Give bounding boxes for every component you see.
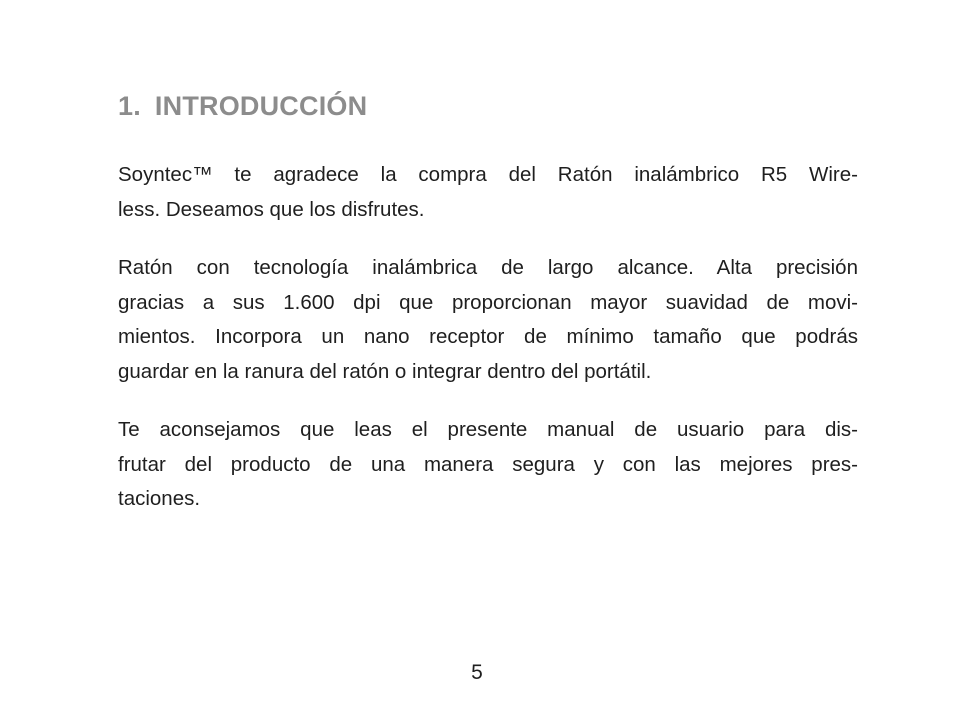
paragraph-line: Ratón con tecnología inalámbrica de largo alcance. Alta precisión xyxy=(118,256,858,279)
paragraph-line: mientos. Incorpora un nano receptor de mínimo tamaño que podrás xyxy=(118,325,858,348)
paragraph-line: frutar del producto de una manera segura y con las mejores pres- xyxy=(118,452,858,476)
paragraph-line: gracias a sus 1.600 dpi que proporcionan mayor suavidad de movi- xyxy=(118,290,858,314)
section-heading xyxy=(118,88,858,124)
paragraph-line: less. Deseamos que los disfrutes. xyxy=(118,197,425,221)
paragraph-line: guardar en la ranura del ratón o integrar dentro del portátil. xyxy=(118,359,652,383)
paragraph-thanks xyxy=(118,158,858,227)
page-number: 5 xyxy=(471,661,483,684)
paragraph-features xyxy=(118,251,858,389)
body-text xyxy=(118,158,858,541)
paragraph-advice xyxy=(118,413,858,517)
paragraph-line: taciones. xyxy=(118,487,201,510)
paragraph-line: Soyntec™ te agradece la compra del Ratón inalámbrico R5 Wire- xyxy=(118,163,858,186)
section-number: 1. xyxy=(118,91,141,121)
section-title: INTRODUCCIÓN xyxy=(154,91,368,121)
paragraph-line: Te aconsejamos que leas el presente manual de usuario para dis- xyxy=(118,418,858,441)
